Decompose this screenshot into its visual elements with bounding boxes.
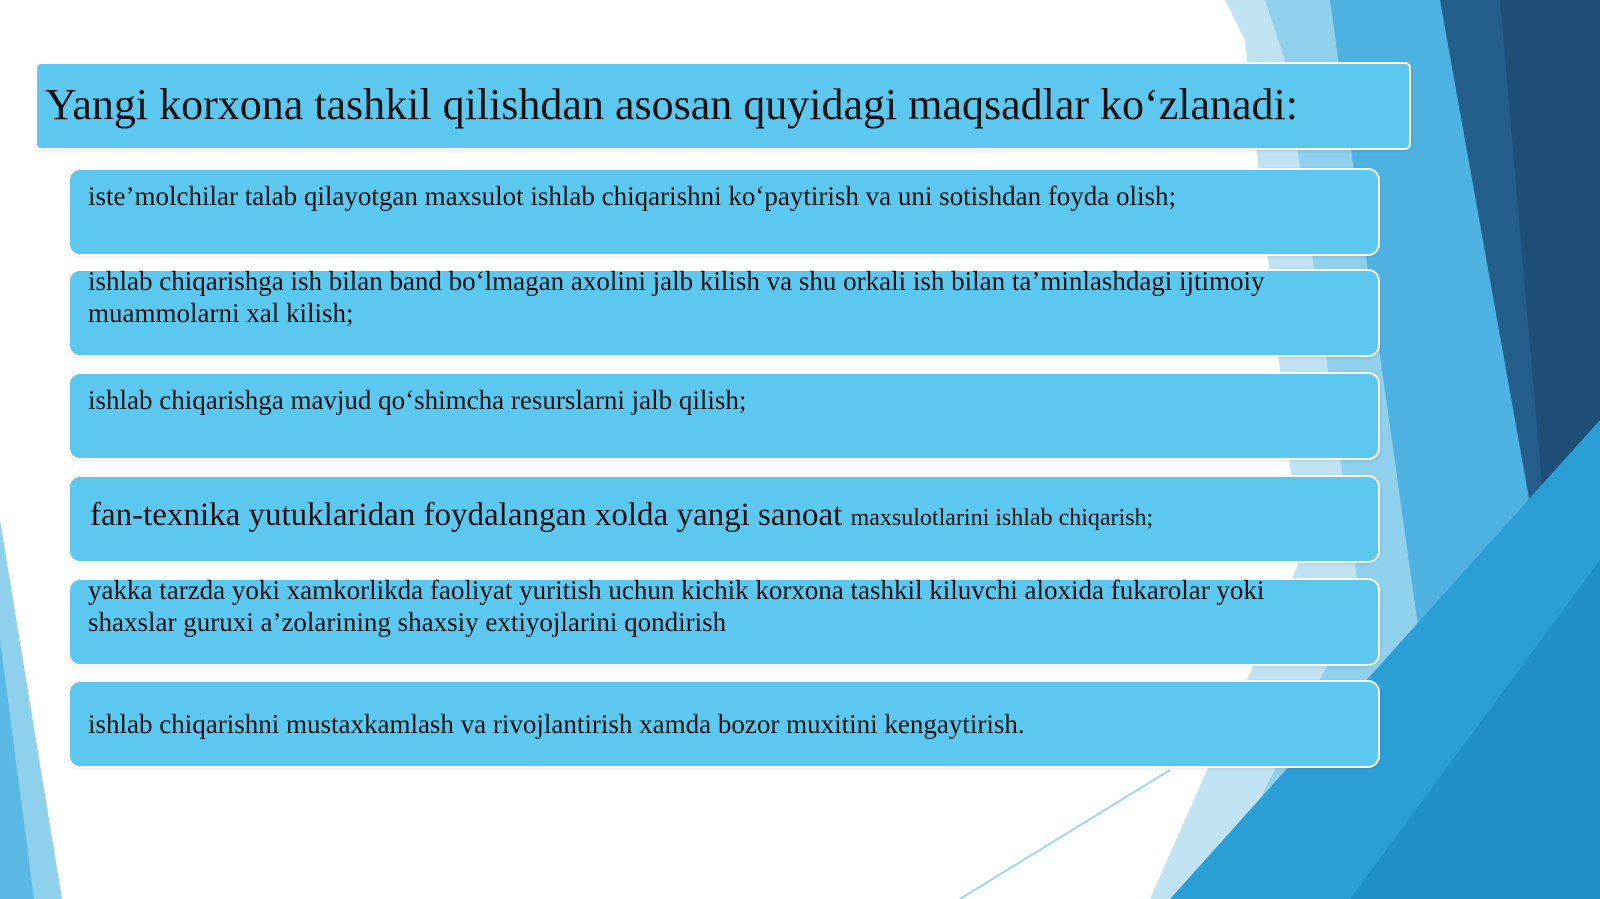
list-item-6 xyxy=(68,680,1380,768)
list-item-3 xyxy=(68,372,1380,460)
list-item-4-text-small: maxsulotlarini ishlab chiqarish; xyxy=(850,505,1154,531)
list-item-5-text: yakka tarzda yoki xamkorlikda faoliyat yuritish uchun kichik korxona tashkil kiluvchi aloxida fukarolar yoki shaxslar guruxi a’zolarining shaxsiy extiyojlarini qondirish xyxy=(88,575,1265,637)
list-item-1-text: iste’molchilar talab qilayotgan maxsulot ishlab chiqarishni ko‘paytirish va uni sotishdan foyda olish; xyxy=(88,181,1177,211)
list-item-4-text xyxy=(90,495,1358,538)
list-item-3-text: ishlab chiqarishga mavjud qo‘shimcha resurslarni jalb qilish; xyxy=(88,385,747,415)
list-item-2 xyxy=(68,266,1380,357)
list-item-5 xyxy=(68,575,1380,666)
list-item-1 xyxy=(68,168,1380,256)
list-item-6-text: ishlab chiqarishni mustaxkamlash va rivojlantirish xamda bozor muxitini kengaytirish. xyxy=(88,709,1025,739)
list-item-4-text-large: fan-texnika yutuklaridan foydalangan xolda yangi sanoat xyxy=(90,497,843,533)
slide-title: Yangi korxona tashkil qilishdan asosan quyidagi maqsadlar ko‘zlanadi: xyxy=(45,80,1298,129)
title-box xyxy=(35,62,1411,150)
list-item-4 xyxy=(68,475,1380,563)
list-item-2-text: ishlab chiqarishga ish bilan band bo‘lmagan axolini jalb kilish va shu orkali ish bilan ta’minlashdagi ijtimoiy muammolarni xal kilish; xyxy=(88,266,1265,328)
